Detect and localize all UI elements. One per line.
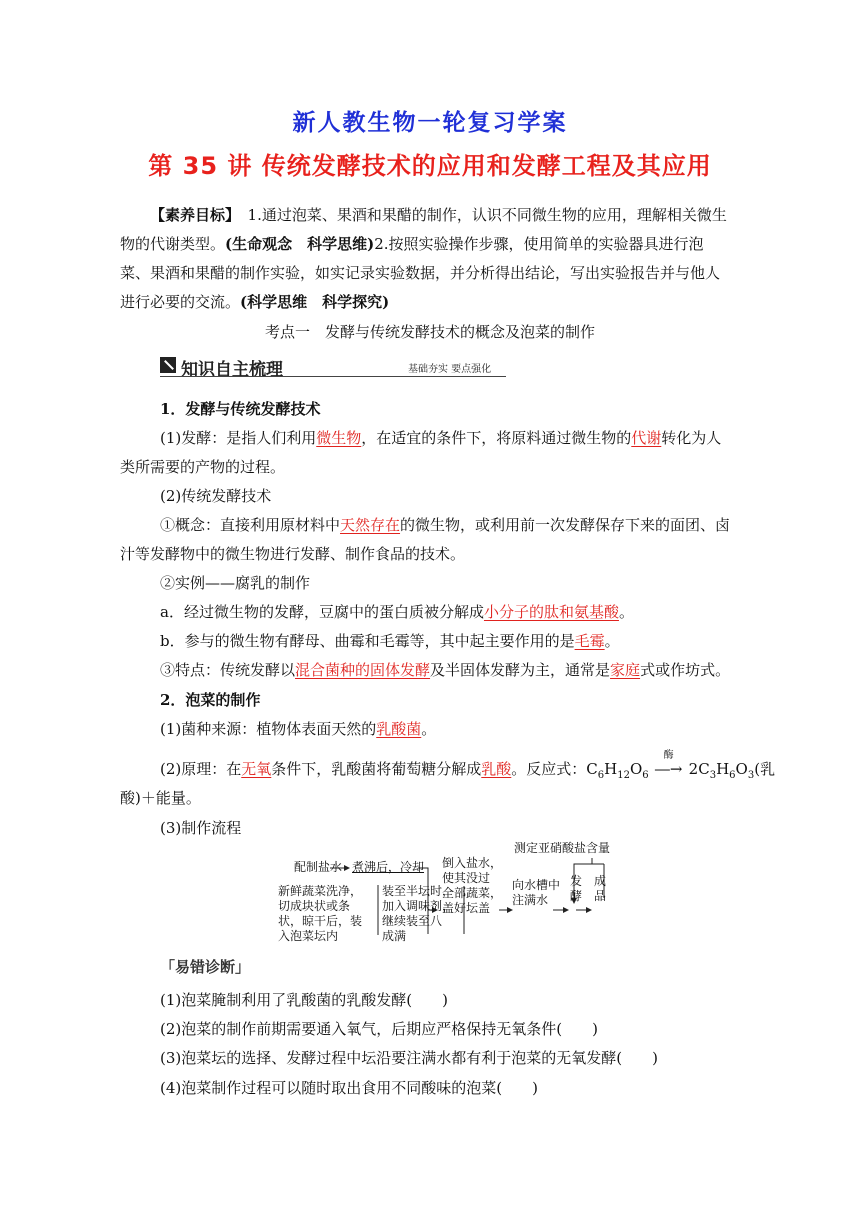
objectives-label: 【素养目标】 [150,206,233,224]
text: 。 [421,720,437,738]
text: b．参与的微生物有酵母、曲霉和毛霉等，其中起主要作用的是 [160,632,575,650]
objectives-tag-1: (生命观念 科学思维) [225,235,375,253]
flow-half-2: 加入调味剂， [382,899,455,913]
text: 条件下，乳酸菌将葡萄糖分解成 [271,760,482,778]
s1-p2: (2)传统发酵技术 [160,487,272,505]
text: 式或作坊式。 [640,661,731,679]
section-title: 考点一 发酵与传统发酵技术的概念及泡菜的制作 [264,323,595,341]
flow-half-1: 装至半坛时， [382,884,455,898]
answer-anaerobic: 无氧 [241,760,272,778]
flow-ferment-1: 发 [570,874,583,888]
answer-peptides: 小分子的肽和氨基酸 [483,603,619,621]
production-flow-diagram [270,838,630,948]
text: 转化为人 [661,429,722,447]
s1-example-a [160,601,634,622]
answer-mucor: 毛霉 [574,632,605,650]
answer-lactic-acid: 乳酸 [481,760,512,778]
text: 。 [604,632,620,650]
lesson-title: 第 35 讲 传统发酵技术的应用和发酵工程及其应用 [148,152,712,180]
objectives-tag-2: (科学思维 科学探究) [240,293,390,311]
answer-metabolism: 代谢 [631,429,662,447]
text: 的微生物，或利用前一次发酵保存下来的面团、卤 [400,516,731,534]
text: a．经过微生物的发酵，豆腐中的蛋白质被分解成 [160,603,484,621]
answer-family: 家庭 [610,661,641,679]
error-item-3: (3)泡菜坛的选择、发酵过程中坛沿要注满水都有利于泡菜的无氧发酵( ) [160,1049,658,1067]
s2-p3: (3)制作流程 [160,819,242,837]
objectives-text-2: 2.按照实验操作步骤，使用简单的实验器具进行泡菜、果酒和果醋的制作实验，如实记录实验数据，并分析得出结论，写出实验报告并与他人进行必要的交流。 [120,235,721,311]
flow-boil-cool: 煮沸后，冷却 [352,860,425,874]
enzyme-label: 酶 [663,750,674,761]
flow-water-2: 注满水 [512,893,549,907]
error-item-1: (1)泡菜腌制利用了乳酸菌的乳酸发酵( ) [160,991,448,1009]
flow-half-3: 继续装至八 [382,914,443,928]
flow-veg-1: 新鲜蔬菜洗净， [278,884,363,898]
answer-microbe: 微生物 [316,429,362,447]
text: 。 [618,603,634,621]
s1-feature [160,659,730,680]
s1-p1-line2: 类所需要的产物的过程。 [120,458,286,476]
banner-square-icon [160,357,176,373]
s1-concept-line1 [160,514,730,535]
knowledge-banner [160,355,506,380]
text: (2)原理：在 [160,760,242,778]
s2-heading: 2．泡菜的制作 [160,691,261,709]
s1-concept-line2: 汁等发酵物中的微生物进行发酵、制作食品的技术。 [120,545,466,563]
flow-pour-3: 全部蔬菜， [442,886,503,900]
flow-water-1: 向水槽中 [512,878,561,892]
flow-half-4: 成满 [382,929,407,943]
text: (1)发酵：是指人们利用 [160,429,317,447]
flow-pour-1: 倒入盐水， [442,856,503,870]
flow-measure: 测定亚硝酸盐含量 [514,841,611,855]
flow-veg-2: 切成块状或条 [278,899,351,913]
text: 。反应式：C [511,760,598,778]
s1-p1-line1 [160,427,721,448]
answer-natural: 天然存在 [340,516,401,534]
objectives-paragraph [120,201,730,317]
flow-veg-3: 状，晾干后，装 [278,914,363,928]
s1-example: ②实例——腐乳的制作 [160,574,311,592]
banner-rule [160,376,506,377]
reaction-arrow: 酶 ―→ [649,760,689,778]
s2-p2-line2: 酸)＋能量。 [120,789,201,807]
banner-subtitle: 基础夯实 要点强化 [408,364,492,375]
s1-heading: 1．发酵与传统发酵技术 [160,400,321,418]
flow-prep-brine: 配制盐水 [294,860,343,874]
answer-lactobacillus: 乳酸菌 [376,720,422,738]
flow-product-1: 成 [594,874,607,888]
text: 及半固体发酵为主，通常是 [430,661,611,679]
text: (1)菌种来源：植物体表面天然的 [160,720,377,738]
flow-ferment-2: 酵 [570,889,583,903]
flow-pour-2: 使其没过 [442,871,491,885]
error-diagnosis-label: 「易错诊断」 [160,958,251,976]
error-item-4: (4)泡菜制作过程可以随时取出食用不同酸味的泡菜( ) [160,1079,538,1097]
series-title: 新人教生物一轮复习学案 [292,110,568,136]
text: ①概念：直接利用原材料中 [160,516,341,534]
error-item-2: (2)泡菜的制作前期需要通入氧气，后期应严格保持无氧条件( ) [160,1020,598,1038]
text: ，在适宜的条件下，将原料通过微生物的 [361,429,632,447]
flow-pour-4: 盖好坛盖 [442,901,491,915]
s1-example-b [160,630,620,651]
s2-p1 [160,718,436,739]
answer-mixed-solid: 混合菌种的固体发酵 [295,661,431,679]
flow-veg-4: 入泡菜坛内 [278,929,339,943]
flow-product-2: 品 [594,889,607,903]
banner-title: 知识自主梳理 [181,360,283,380]
objectives-text-1: 1.通过泡菜、果酒和果醋的制作，认识不同微生物的应用，理解相关微生物的代谢类型。 [120,206,727,253]
s2-p2-line1: (2)原理：在无氧条件下，乳酸菌将葡萄糖分解成乳酸。反应式：$C_6H_{12}O_6$ 酶 ―→ $2C_3H_6O_3$(乳 [160,758,775,781]
text: ③特点：传统发酵以 [160,661,296,679]
